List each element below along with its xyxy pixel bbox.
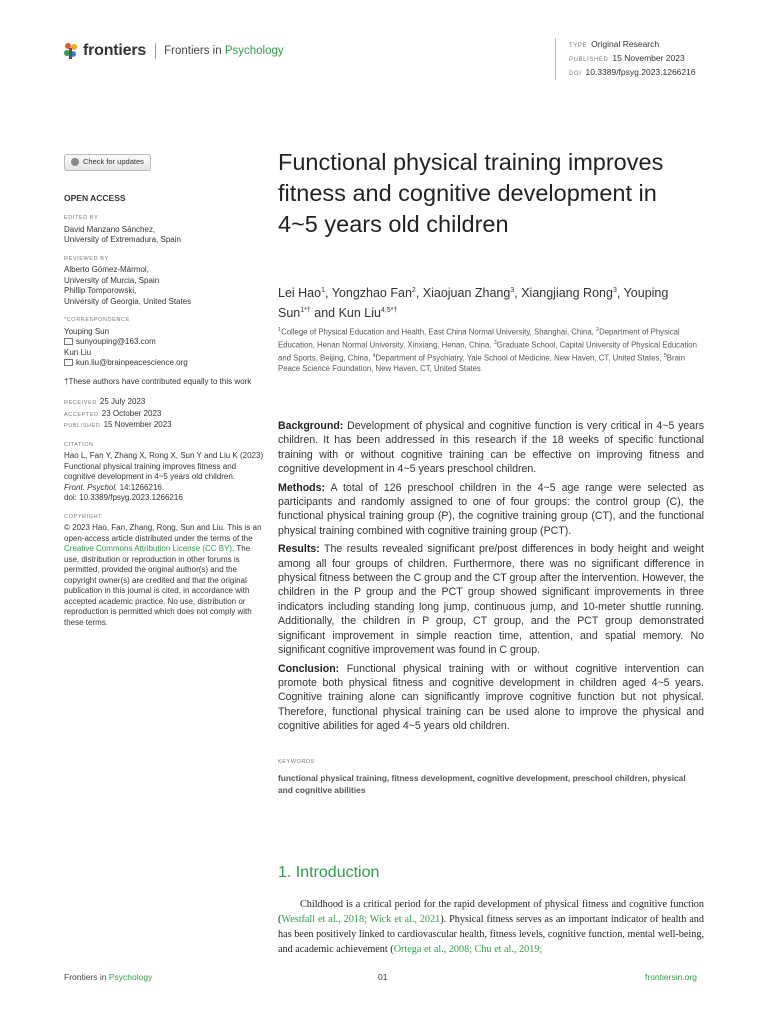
dates xyxy=(64,397,264,432)
footer-site-link[interactable]: frontiersin.org xyxy=(645,972,697,982)
editor-name: David Manzano Sánchez, xyxy=(64,224,156,234)
edited-by-label: EDITED BY xyxy=(64,215,99,221)
check-updates-label: Check for updates xyxy=(83,157,144,166)
article-title: Functional physical training improves fitness and cognitive development in 4~5 years old children xyxy=(278,149,664,237)
intro-paragraph: Childhood is a critical period for the rapid development of physical fitness and cognitive function (Westfall et al., 2018; Wick et al., 2021). Physical fitness serves as an important indicator of health and has been positively linked to cardiovascular health, fitness levels, cognitive function, mental well-being, and academic achievement (Ortega et al., 2008; Chu et al., 2019; xyxy=(278,899,704,955)
citation-link[interactable]: Ortega et al., 2008; Chu et al., 2019; xyxy=(393,944,543,955)
corr-name: Youping Sun xyxy=(64,326,110,336)
reviewer-affil: University of Georgia, United States xyxy=(64,296,192,306)
copyright: © 2023 Hao, Fan, Zhang, Rong, Sun and Liu. This is an open-access article distributed under the terms of the Creative Commons Attribution License (CC BY). The use, distribution or reproduction in other forums is permitted, provided the original author(s) and the copyright owner(s) are credited and that the original publication in this journal is cited, in accordance with accepted academic practice. No use, distribution or reproduction is permitted which does not comply with these terms. xyxy=(64,523,262,627)
abstract-background: Background: Development of physical and cognitive function is very critical in 4~5 years children. It has been addressed in this research if the 18 weeks of specific functional training with or without cognitive training can be effective on improving fitness and cognitive development in 4~5 years preschool children. xyxy=(278,420,704,476)
corr-name: Kun Liu xyxy=(64,347,92,357)
author[interactable]: Kun Liu$^{4,5*\dagger}$ xyxy=(338,306,398,321)
edited-by xyxy=(64,225,264,246)
email-icon xyxy=(64,338,73,345)
check-updates-icon xyxy=(71,158,79,166)
copyright-label: COPYRIGHT xyxy=(64,513,103,520)
reviewer-affil: University of Murcia, Spain xyxy=(64,275,160,285)
meta-published: PUBLISHED 15 November 2023 xyxy=(569,53,685,63)
logo-divider xyxy=(155,43,156,59)
author[interactable]: Xiaojuan Zhang$^3$ xyxy=(422,286,515,301)
keywords: functional physical training, fitness development, cognitive development, preschool children, physical and cognitive abilities xyxy=(278,773,686,795)
reviewed-by-label: REVIEWED BY xyxy=(64,255,109,262)
meta-doi[interactable]: DOI 10.3389/fpsyg.2023.1266216 xyxy=(569,67,696,77)
brand-name: frontiers xyxy=(83,42,147,59)
page-number: 01 xyxy=(378,972,388,982)
footer-journal: Frontiers in Psychology xyxy=(64,972,153,982)
editor-affil: University of Extremadura, Spain xyxy=(64,235,181,244)
keywords-label: KEYWORDS xyxy=(278,759,315,765)
author[interactable]: Yongzhao Fan$^2$ xyxy=(331,286,416,301)
reviewer-name: Phillip Tomporowski, xyxy=(64,286,137,295)
reviewed-by xyxy=(64,265,264,307)
author[interactable]: Youping Sun$^{1*\dagger}$ xyxy=(278,286,669,321)
cc-by-link[interactable]: Creative Commons Attribution License (CC BY) xyxy=(64,544,233,553)
abstract xyxy=(278,419,704,738)
accepted-date: ACCEPTED 23 October 2023 xyxy=(64,408,162,418)
corr-email[interactable]: sunyouping@163.com xyxy=(76,337,156,346)
corr-email-row[interactable] xyxy=(64,358,264,369)
abstract-methods: Methods: A total of 126 preschool children in the 4~5 age range were selected as participants and randomly assigned to one of four groups: the control group (C), the functional physical training group (P), the cognitive training group (CT), and the functional physical training combined with cognitive training group (PCT). xyxy=(278,481,704,537)
correspondence xyxy=(64,327,264,369)
corr-email-row[interactable] xyxy=(64,337,264,348)
received-date: RECEIVED 25 July 2023 xyxy=(64,397,146,406)
reviewer-name: Alberto Gómez-Mármol, xyxy=(64,265,149,274)
citation-doi[interactable]: doi: 10.3389/fpsyg.2023.1266216 xyxy=(64,493,183,502)
email-icon xyxy=(64,359,73,366)
article-meta xyxy=(555,38,696,80)
author-list: Lei Hao$^1$, Yongzhao Fan$^2$, Xiaojuan Zhang$^3$, Xiangjiang Rong$^3$, Youping Sun$^{1*\dagger}$ and Kun Liu$^{4,5*\dagger}$ xyxy=(278,286,669,321)
journal-name: Frontiers in Psychology xyxy=(164,45,284,57)
frontiers-logo[interactable] xyxy=(63,42,284,60)
published-date: PUBLISHED 15 November 2023 xyxy=(64,420,172,429)
frontiers-logo-icon xyxy=(63,42,79,60)
equal-contribution-note: †These authors have contributed equally to this work xyxy=(64,376,252,386)
section-heading: 1. Introduction xyxy=(278,864,380,881)
affiliations: $^1$College of Physical Education and Health, East China Normal University, Shanghai, China, $^2$Department of Physical Education, Henan Normal University, Xinxiang, Henan, China, $^3$Graduate School, Capital University of Physical Education and Sports, Beijing, China, $^4$Department of Psychiatry, Yale School of Medicine, New Haven, CT, United States, $^5$Brain Peace Science Foundation, New Haven, CT, United States xyxy=(278,327,697,374)
citation-link[interactable]: Westfall et al., 2018; Wick et al., 2021 xyxy=(281,914,441,925)
citation: Hao L, Fan Y, Zhang X, Rong X, Sun Y and Liu K (2023) Functional physical training improves fitness and cognitive development in 4~5 years old children. Front. Psychol. 14:1266216. doi: 10.3389/fpsyg.2023.1266216 xyxy=(64,451,264,502)
correspondence-label: *CORRESPONDENCE xyxy=(64,317,130,323)
check-updates-button[interactable] xyxy=(64,154,151,171)
meta-type: TYPE Original Research xyxy=(569,39,660,49)
corr-email[interactable]: kun.liu@brainpeacescience.org xyxy=(76,358,188,367)
citation-label: CITATION xyxy=(64,441,94,448)
author[interactable]: Lei Hao$^1$ xyxy=(278,286,325,301)
sidebar xyxy=(64,154,264,628)
author[interactable]: Xiangjiang Rong$^3$ xyxy=(521,286,617,301)
open-access-label: OPEN ACCESS xyxy=(64,192,126,203)
abstract-conclusion: Conclusion: Functional physical training with or without cognitive intervention can promote both physical fitness and cognitive development in children aged 4~5 years. Cognitive training alone can significantly improve cognitive function but not physical. Therefore, functional physical training can be used alone to improve the physical and cognitive abilities for aged 4~5 years old children. xyxy=(278,662,704,733)
abstract-results: Results: The results revealed significant pre/post differences in body height and weight among all four groups of children. Furthermore, there was no significant difference in physical fitness between the C group and the CT group after the intervention. However, the children in the P group and the PCT group showed significant improvements in three indicators including standing long jump, continuous jump, and 10-meter shuttle running. Additionally, the children in P group, CT group, and the PCT group demonstrated significant improvement in simple reaction time, attention, and spatial memory. No significant cognitive improvement was found in C group. xyxy=(278,543,704,657)
